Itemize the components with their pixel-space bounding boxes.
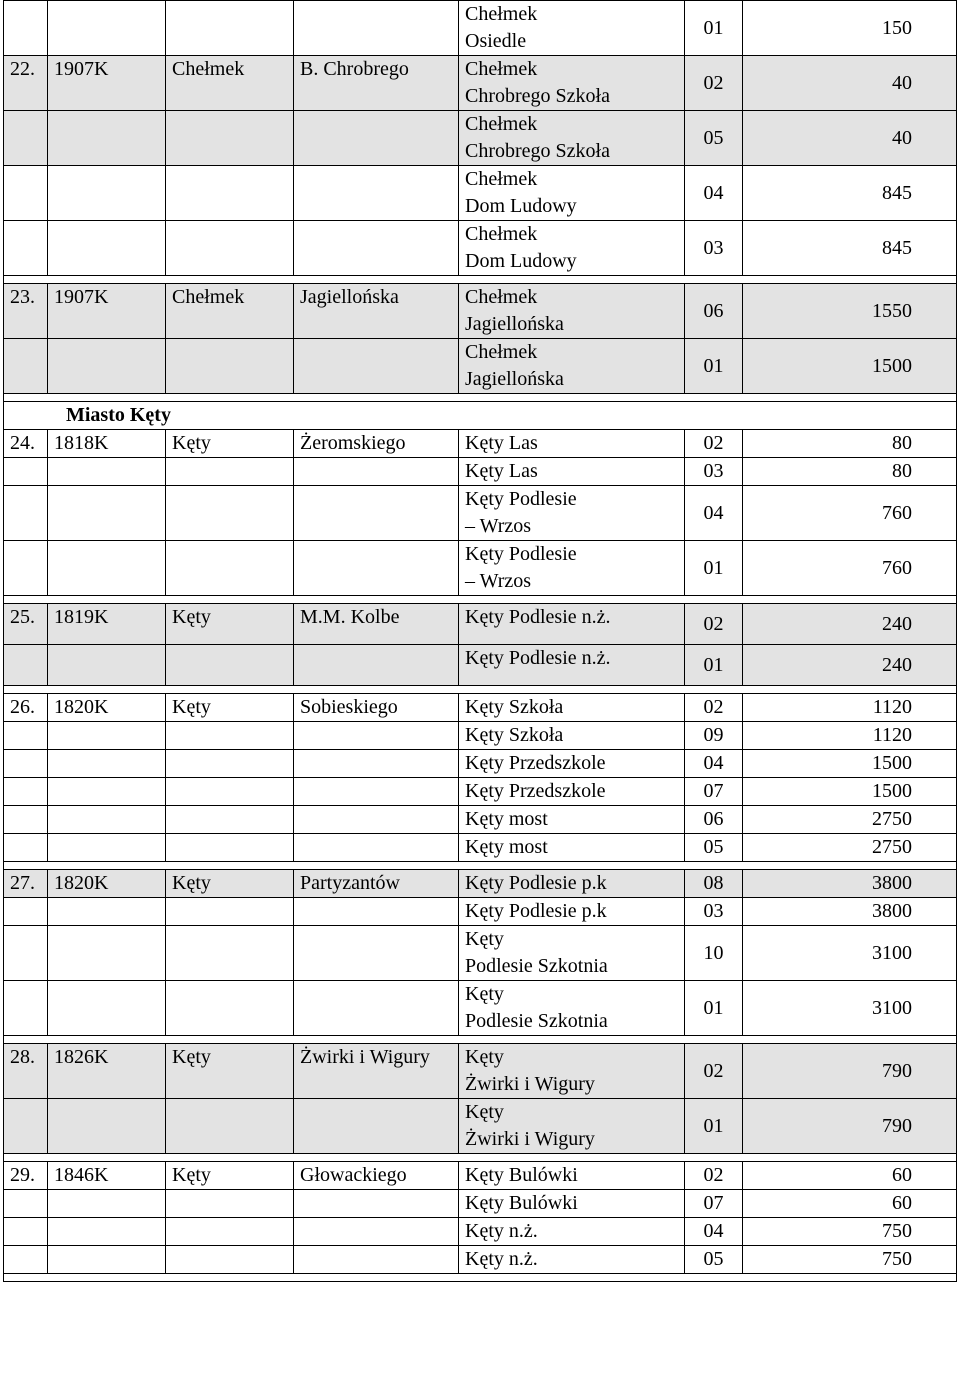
stop-name-cell: Kęty Las: [459, 430, 685, 458]
table-row: [4, 806, 957, 834]
row-number-cell: 25.: [4, 604, 48, 645]
table-row: [4, 166, 957, 221]
town-cell: [166, 806, 294, 834]
road-code-cell: [48, 778, 166, 806]
street-cell: [294, 750, 459, 778]
stop-name-cell: Kęty n.ż.: [459, 1246, 685, 1274]
distance-cell: 1120: [743, 722, 957, 750]
street-cell: [294, 1218, 459, 1246]
row-number-cell: [4, 722, 48, 750]
distance-cell: 60: [743, 1162, 957, 1190]
table-row: [4, 604, 957, 645]
road-code-cell: 1826K: [48, 1044, 166, 1099]
street-cell: Żeromskiego: [294, 430, 459, 458]
town-cell: [166, 1099, 294, 1154]
street-cell: Sobieskiego: [294, 694, 459, 722]
road-code-cell: [48, 722, 166, 750]
street-cell: Partyzantów: [294, 870, 459, 898]
direction-cell: 04: [685, 1218, 743, 1246]
table-row: [4, 1044, 957, 1099]
row-number-cell: 24.: [4, 430, 48, 458]
road-code-cell: 1846K: [48, 1162, 166, 1190]
town-cell: [166, 898, 294, 926]
distance-cell: 1120: [743, 694, 957, 722]
road-code-cell: [48, 339, 166, 394]
table-row: [4, 750, 957, 778]
street-cell: [294, 1190, 459, 1218]
road-code-cell: [48, 458, 166, 486]
town-cell: [166, 778, 294, 806]
town-cell: [166, 750, 294, 778]
street-cell: [294, 1, 459, 56]
distance-cell: 40: [743, 111, 957, 166]
stop-name-cell: Chełmek Jagiellońska: [459, 339, 685, 394]
table-row: [4, 56, 957, 111]
distance-cell: 790: [743, 1099, 957, 1154]
town-cell: Kęty: [166, 430, 294, 458]
street-cell: [294, 645, 459, 686]
road-code-cell: [48, 645, 166, 686]
town-cell: Kęty: [166, 604, 294, 645]
table-row: [4, 1218, 957, 1246]
stop-name-cell: Kęty Las: [459, 458, 685, 486]
road-code-cell: [48, 834, 166, 862]
stop-name-cell: Chełmek Chrobrego Szkoła: [459, 56, 685, 111]
row-number-cell: [4, 806, 48, 834]
row-number-cell: [4, 541, 48, 596]
table-row: [4, 722, 957, 750]
road-code-cell: 1819K: [48, 604, 166, 645]
direction-cell: 03: [685, 898, 743, 926]
street-cell: [294, 221, 459, 276]
distance-cell: 2750: [743, 806, 957, 834]
direction-cell: 05: [685, 1246, 743, 1274]
spacer-cell: [4, 596, 957, 604]
row-number-cell: [4, 111, 48, 166]
row-number-cell: [4, 1246, 48, 1274]
stop-name-cell: Kęty most: [459, 806, 685, 834]
direction-cell: 01: [685, 1, 743, 56]
direction-cell: 02: [685, 56, 743, 111]
street-cell: [294, 806, 459, 834]
table-row: [4, 541, 957, 596]
road-code-cell: [48, 898, 166, 926]
table-row: [4, 1099, 957, 1154]
town-cell: [166, 645, 294, 686]
distance-cell: 3800: [743, 870, 957, 898]
town-cell: [166, 166, 294, 221]
stop-name-cell: Kęty Bulówki: [459, 1190, 685, 1218]
town-cell: Kęty: [166, 870, 294, 898]
table-row: [4, 284, 957, 339]
distance-cell: 1500: [743, 750, 957, 778]
road-code-cell: 1820K: [48, 870, 166, 898]
row-number-cell: [4, 926, 48, 981]
spacer-row: [4, 1274, 957, 1282]
stop-name-cell: Kęty Żwirki i Wigury: [459, 1044, 685, 1099]
distance-cell: 150: [743, 1, 957, 56]
stop-name-cell: Kęty Bulówki: [459, 1162, 685, 1190]
table-row: [4, 1246, 957, 1274]
spacer-cell: [4, 1036, 957, 1044]
row-number-cell: 28.: [4, 1044, 48, 1099]
table-row: [4, 458, 957, 486]
distance-cell: 40: [743, 56, 957, 111]
street-cell: [294, 166, 459, 221]
spacer-row: [4, 1036, 957, 1044]
stop-name-cell: Kęty Szkoła: [459, 694, 685, 722]
street-cell: [294, 722, 459, 750]
table-row: [4, 778, 957, 806]
row-number-cell: [4, 221, 48, 276]
row-number-cell: [4, 981, 48, 1036]
distance-cell: 750: [743, 1218, 957, 1246]
street-cell: [294, 458, 459, 486]
row-number-cell: [4, 458, 48, 486]
road-code-cell: 1818K: [48, 430, 166, 458]
stop-name-cell: Kęty Podlesie n.ż.: [459, 645, 685, 686]
stop-name-cell: Kęty Przedszkole: [459, 778, 685, 806]
street-cell: [294, 898, 459, 926]
direction-cell: 09: [685, 722, 743, 750]
road-code-cell: [48, 486, 166, 541]
distance-cell: 760: [743, 486, 957, 541]
distance-cell: 2750: [743, 834, 957, 862]
spacer-cell: [4, 1154, 957, 1162]
stop-name-cell: Kęty Podlesie n.ż.: [459, 604, 685, 645]
stop-name-cell: Kęty Podlesie Szkotnia: [459, 926, 685, 981]
street-cell: Jagiellońska: [294, 284, 459, 339]
row-number-cell: 29.: [4, 1162, 48, 1190]
direction-cell: 02: [685, 604, 743, 645]
town-cell: [166, 1, 294, 56]
table-row: [4, 221, 957, 276]
stop-name-cell: Kęty Podlesie – Wrzos: [459, 486, 685, 541]
distance-cell: 80: [743, 458, 957, 486]
table-row: [4, 926, 957, 981]
town-cell: [166, 926, 294, 981]
stop-name-cell: Kęty Szkoła: [459, 722, 685, 750]
document-page: [3, 0, 957, 1282]
distance-cell: 3100: [743, 981, 957, 1036]
town-cell: [166, 1246, 294, 1274]
distance-cell: 3100: [743, 926, 957, 981]
distance-cell: 1500: [743, 339, 957, 394]
direction-cell: 02: [685, 694, 743, 722]
direction-cell: 01: [685, 981, 743, 1036]
town-cell: [166, 1218, 294, 1246]
street-cell: [294, 834, 459, 862]
section-header-row: [4, 402, 957, 430]
stop-name-cell: Kęty Podlesie p.k: [459, 898, 685, 926]
distance-cell: 1550: [743, 284, 957, 339]
street-cell: B. Chrobrego: [294, 56, 459, 111]
town-cell: [166, 1190, 294, 1218]
direction-cell: 01: [685, 1099, 743, 1154]
road-code-cell: [48, 541, 166, 596]
direction-cell: 02: [685, 1162, 743, 1190]
table-row: [4, 1, 957, 56]
stop-name-cell: Kęty Przedszkole: [459, 750, 685, 778]
town-cell: [166, 834, 294, 862]
distance-cell: 845: [743, 221, 957, 276]
direction-cell: 03: [685, 458, 743, 486]
town-cell: [166, 339, 294, 394]
distance-cell: 80: [743, 430, 957, 458]
town-cell: [166, 221, 294, 276]
stop-name-cell: Kęty Podlesie Szkotnia: [459, 981, 685, 1036]
distance-cell: 750: [743, 1246, 957, 1274]
direction-cell: 07: [685, 778, 743, 806]
row-number-cell: [4, 898, 48, 926]
table-body: [4, 1, 957, 1282]
direction-cell: 04: [685, 166, 743, 221]
street-cell: [294, 111, 459, 166]
spacer-row: [4, 686, 957, 694]
direction-cell: 02: [685, 430, 743, 458]
table-row: [4, 430, 957, 458]
road-code-cell: [48, 1099, 166, 1154]
road-code-cell: [48, 981, 166, 1036]
town-cell: [166, 486, 294, 541]
distance-cell: 240: [743, 604, 957, 645]
row-number-cell: [4, 645, 48, 686]
distance-cell: 760: [743, 541, 957, 596]
road-code-cell: [48, 1218, 166, 1246]
stop-name-cell: Chełmek Chrobrego Szkoła: [459, 111, 685, 166]
street-cell: [294, 926, 459, 981]
table-row: [4, 339, 957, 394]
spacer-row: [4, 276, 957, 284]
table-row: [4, 1162, 957, 1190]
direction-cell: 06: [685, 284, 743, 339]
direction-cell: 01: [685, 339, 743, 394]
street-cell: Głowackiego: [294, 1162, 459, 1190]
row-number-cell: [4, 834, 48, 862]
table-row: [4, 645, 957, 686]
road-code-cell: 1907K: [48, 56, 166, 111]
row-number-cell: [4, 778, 48, 806]
direction-cell: 05: [685, 111, 743, 166]
road-code-cell: [48, 1190, 166, 1218]
bus-stop-table: [3, 0, 957, 1282]
table-row: [4, 834, 957, 862]
direction-cell: 06: [685, 806, 743, 834]
direction-cell: 04: [685, 486, 743, 541]
road-code-cell: 1820K: [48, 694, 166, 722]
direction-cell: 02: [685, 1044, 743, 1099]
town-cell: [166, 458, 294, 486]
distance-cell: 1500: [743, 778, 957, 806]
table-row: [4, 1190, 957, 1218]
row-number-cell: [4, 750, 48, 778]
town-cell: [166, 111, 294, 166]
road-code-cell: 1907K: [48, 284, 166, 339]
distance-cell: 3800: [743, 898, 957, 926]
stop-name-cell: Kęty Podlesie – Wrzos: [459, 541, 685, 596]
town-cell: Kęty: [166, 694, 294, 722]
street-cell: M.M. Kolbe: [294, 604, 459, 645]
row-number-cell: [4, 1218, 48, 1246]
table-row: [4, 694, 957, 722]
road-code-cell: [48, 1, 166, 56]
street-cell: [294, 1099, 459, 1154]
street-cell: Żwirki i Wigury: [294, 1044, 459, 1099]
road-code-cell: [48, 221, 166, 276]
street-cell: [294, 486, 459, 541]
stop-name-cell: Chełmek Dom Ludowy: [459, 221, 685, 276]
table-row: [4, 981, 957, 1036]
row-number-cell: 27.: [4, 870, 48, 898]
row-number-cell: [4, 1190, 48, 1218]
town-cell: Chełmek: [166, 284, 294, 339]
direction-cell: 08: [685, 870, 743, 898]
town-cell: [166, 541, 294, 596]
direction-cell: 05: [685, 834, 743, 862]
row-number-cell: 22.: [4, 56, 48, 111]
distance-cell: 60: [743, 1190, 957, 1218]
stop-name-cell: Chełmek Jagiellońska: [459, 284, 685, 339]
direction-cell: 03: [685, 221, 743, 276]
spacer-row: [4, 596, 957, 604]
stop-name-cell: Kęty most: [459, 834, 685, 862]
road-code-cell: [48, 111, 166, 166]
row-number-cell: [4, 166, 48, 221]
spacer-cell: [4, 1274, 957, 1282]
road-code-cell: [48, 926, 166, 981]
road-code-cell: [48, 750, 166, 778]
row-number-cell: 26.: [4, 694, 48, 722]
spacer-cell: [4, 686, 957, 694]
direction-cell: 07: [685, 1190, 743, 1218]
direction-cell: 01: [685, 645, 743, 686]
town-cell: Kęty: [166, 1044, 294, 1099]
direction-cell: 01: [685, 541, 743, 596]
row-number-cell: [4, 486, 48, 541]
stop-name-cell: Chełmek Osiedle: [459, 1, 685, 56]
direction-cell: 10: [685, 926, 743, 981]
distance-cell: 240: [743, 645, 957, 686]
table-row: [4, 870, 957, 898]
distance-cell: 790: [743, 1044, 957, 1099]
row-number-cell: [4, 1099, 48, 1154]
street-cell: [294, 1246, 459, 1274]
stop-name-cell: Kęty Żwirki i Wigury: [459, 1099, 685, 1154]
stop-name-cell: Kęty n.ż.: [459, 1218, 685, 1246]
row-number-cell: [4, 339, 48, 394]
distance-cell: 845: [743, 166, 957, 221]
road-code-cell: [48, 806, 166, 834]
stop-name-cell: Chełmek Dom Ludowy: [459, 166, 685, 221]
street-cell: [294, 981, 459, 1036]
table-row: [4, 486, 957, 541]
town-cell: [166, 981, 294, 1036]
street-cell: [294, 778, 459, 806]
town-cell: Chełmek: [166, 56, 294, 111]
stop-name-cell: Kęty Podlesie p.k: [459, 870, 685, 898]
street-cell: [294, 541, 459, 596]
road-code-cell: [48, 166, 166, 221]
row-number-cell: 23.: [4, 284, 48, 339]
section-title: Miasto Kęty: [4, 402, 957, 430]
table-row: [4, 898, 957, 926]
spacer-cell: [4, 862, 957, 870]
table-row: [4, 111, 957, 166]
direction-cell: 04: [685, 750, 743, 778]
town-cell: [166, 722, 294, 750]
spacer-row: [4, 394, 957, 402]
row-number-cell: [4, 1, 48, 56]
street-cell: [294, 339, 459, 394]
spacer-row: [4, 1154, 957, 1162]
spacer-cell: [4, 394, 957, 402]
spacer-cell: [4, 276, 957, 284]
town-cell: Kęty: [166, 1162, 294, 1190]
road-code-cell: [48, 1246, 166, 1274]
spacer-row: [4, 862, 957, 870]
